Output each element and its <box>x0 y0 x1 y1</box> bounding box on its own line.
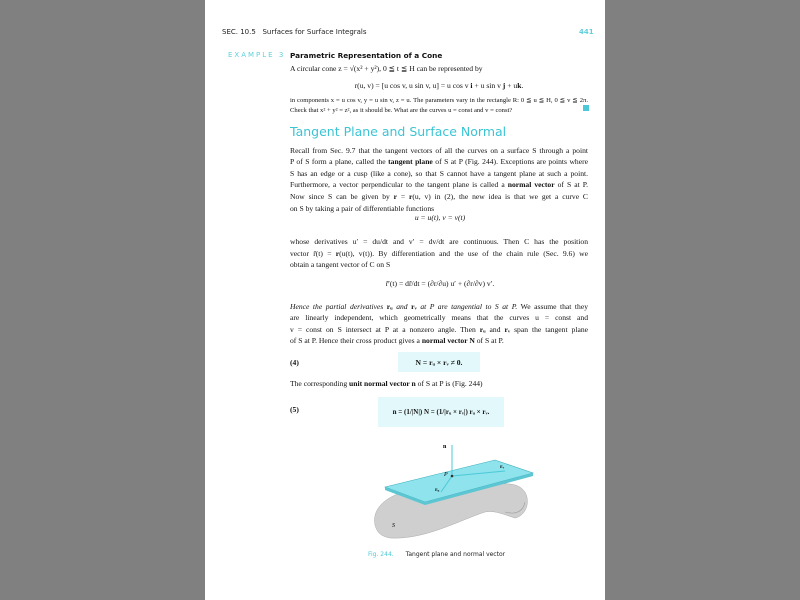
text-segment: and <box>392 302 412 311</box>
example-title: Parametric Representation of a Cone <box>290 51 443 60</box>
equation-5-number: (5) <box>290 405 299 414</box>
figure-caption-text: Tangent plane and normal vector <box>405 551 506 558</box>
equation-chain-rule: r̃′(t) = dr̃/dt = (∂r/∂u) u′ + (∂r/∂v) v′. <box>385 279 495 288</box>
text-segment: + u sin v <box>472 81 503 90</box>
bold-term: unit normal vector n <box>349 379 416 388</box>
equation-5-box <box>378 397 504 427</box>
text-segment: The corresponding <box>290 379 350 388</box>
text-segment: We assume that they <box>517 302 589 311</box>
equation-4: N = rᵤ × rᵥ ≠ 0. <box>415 358 463 367</box>
equation-uv: u = u(t), v = v(t) <box>414 213 466 222</box>
text-line <box>290 325 588 334</box>
point-P <box>451 475 454 478</box>
document-page <box>205 0 605 600</box>
text-segment: of S at P (Fig. 244). Exceptions are points where <box>432 157 588 166</box>
bold-term: normal vector N <box>421 336 475 345</box>
bold-term: j <box>502 81 506 90</box>
text-segment: (u, v) in (2), the new idea is that we get a curve C <box>412 192 588 201</box>
label-n: n <box>443 444 447 450</box>
text-segment: (u(t), v(t)). By differentiation and the use of the chain rule (Sec. 9.6) we <box>339 249 588 258</box>
text-line <box>290 302 588 311</box>
text-segment: are linearly independent, which geometrically means that the curves u = const and <box>290 313 588 322</box>
text-line <box>290 260 588 269</box>
text-segment: of S at P. <box>474 336 504 345</box>
text-segment: S has an edge or a cusp (like a cone), so that S cannot have a tangent plane at such a point. <box>290 169 588 178</box>
bold-term: i <box>470 81 473 90</box>
text-segment: . <box>521 81 524 90</box>
section-number: SEC. 10.5 <box>222 28 256 36</box>
equation-4-number: (4) <box>290 358 299 367</box>
text-segment: Furthermore, a vector perpendicular to the tangent plane is called a <box>290 180 508 189</box>
text-line <box>290 169 588 178</box>
bold-term: normal vector <box>507 180 555 189</box>
label-ru: rᵤ <box>435 487 440 493</box>
text-segment: of S at P. Hence their cross product gives a <box>290 336 422 345</box>
figure-tangent-plane <box>365 440 535 540</box>
text-line <box>290 157 588 166</box>
bold-term: rᵥ <box>504 325 511 334</box>
text-segment: P of S form a plane, called the <box>290 157 389 166</box>
text-segment: in components x = u cos v, y = u sin v, z = u. The parameters vary in the rectangle R: 0 ≦ u ≦ H, 0 ≦ v ≦ 2π. <box>290 97 588 104</box>
text-segment: obtain a tangent vector of C on S <box>290 260 391 269</box>
text-segment: v = const on S intersect at P at a nonzero angle. Then <box>290 325 480 334</box>
text-segment: = <box>397 192 409 201</box>
bold-term: r <box>386 302 391 311</box>
text-line <box>290 237 588 246</box>
text-segment: Check that x² + y² = z², as it should be. What are the curves u = const and v = const? <box>290 107 513 114</box>
bold-term: rᵤ <box>479 325 486 334</box>
text-line <box>290 336 588 345</box>
text-segment: and <box>485 325 505 334</box>
text-line <box>290 146 588 155</box>
bold-term: r <box>411 302 415 311</box>
example-label: EXAMPLE 3 <box>228 51 286 59</box>
text-line <box>290 204 588 213</box>
text-line <box>290 379 588 388</box>
text-segment: Hence the partial derivatives <box>290 302 387 311</box>
label-S: S <box>392 523 395 529</box>
bold-term: k <box>517 81 522 90</box>
text-segment: Recall from Sec. 9.7 that the tangent vectors of all the curves on a surface S through a point <box>290 146 588 155</box>
label-P: P <box>444 472 448 478</box>
bold-term: r <box>393 192 398 201</box>
section-heading: Tangent Plane and Surface Normal <box>290 124 507 139</box>
figure-caption <box>368 543 505 561</box>
text-line <box>290 64 588 73</box>
text-line <box>290 180 588 189</box>
text-segment: on S by taking a pair of differentiable functions <box>290 204 435 213</box>
text-segment: + u <box>505 81 518 90</box>
bold-term: tangent plane <box>388 157 433 166</box>
text-segment: span the tangent plane <box>510 325 588 334</box>
text-segment: Now since S can be given by <box>290 192 394 201</box>
text-line <box>290 106 588 115</box>
running-header <box>222 28 367 36</box>
text-line <box>290 249 588 258</box>
label-rv: rᵥ <box>500 464 505 470</box>
text-segment: at P are tangential to S at P. <box>416 302 518 311</box>
text-segment: vector r̃(t) = <box>290 249 336 258</box>
page-number: 441 <box>579 28 594 36</box>
bold-term: r <box>409 192 413 201</box>
text-line <box>290 192 588 201</box>
end-of-example-marker <box>583 105 589 111</box>
bold-term: ᵤ <box>390 302 393 311</box>
bold-term: r <box>335 249 340 258</box>
equation-4-box <box>398 352 480 372</box>
text-line <box>290 81 588 90</box>
text-segment: of S at P. <box>554 180 588 189</box>
text-segment: whose derivatives u′ = du/dt and v′ = dv/dt are continuous. Then C has the position <box>290 237 588 246</box>
section-title: Surfaces for Surface Integrals <box>262 28 367 36</box>
equation-5: n = (1/|N|) N = (1/|rᵤ × rᵥ|) rᵤ × rᵥ. <box>392 408 490 416</box>
text-line <box>290 96 588 105</box>
bold-term: ᵥ <box>414 302 417 311</box>
text-segment: of S at P is (Fig. 244) <box>415 379 483 388</box>
text-line <box>290 313 588 322</box>
figure-number: Fig. 244. <box>368 551 394 558</box>
text-segment: r(u, v) = [u cos v, u sin v, u] = u cos v <box>354 81 471 90</box>
text-segment: A circular cone z = √(x² + y²), 0 ≦ t ≦ H can be represented by <box>290 64 483 73</box>
